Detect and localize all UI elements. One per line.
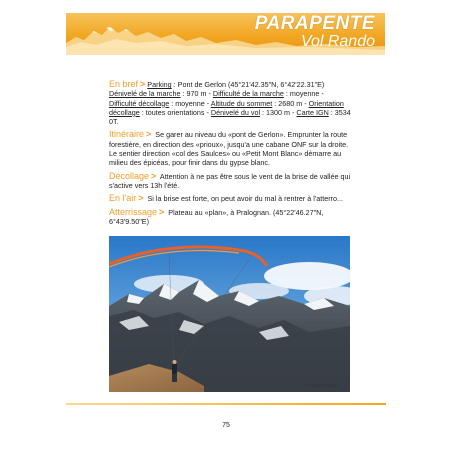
section-heading: Atterrissage xyxy=(109,206,158,217)
page-title xyxy=(255,14,375,50)
label-altitude: Altitude du sommet xyxy=(210,98,273,108)
page-number: 75 xyxy=(222,422,230,429)
section-text: Attention à ne pas être sous le vent de la brise de vallée qui s'active vers 13h l'été. xyxy=(109,171,351,190)
chevron-right-icon: > xyxy=(138,193,144,204)
value-parking: : Pont de Gerlon (45°21'42.35"N, 6°42'22.31"E) xyxy=(171,80,325,89)
label-orientation: Orientation décollage xyxy=(109,98,344,117)
section-text: Se garer au niveau du «pont de Gerlon». Emprunter la route forestière, en direction des «prioux», jusqu'a une cabane ONF sur la droite. Le sentier direction «col des Saulces» ou «Petit Mont Blanc» démarre au milieu des épicéas, pour finir dans du gypse blanc. xyxy=(109,130,349,168)
section-itineraire xyxy=(109,130,353,167)
value-difficulte-decollage: : moyenne - xyxy=(169,98,211,108)
label-parking: Parking xyxy=(147,80,172,89)
value-denivele: : 970 m - xyxy=(180,89,213,99)
footer-divider xyxy=(66,403,386,405)
section-en-lair xyxy=(109,194,353,203)
label-carte: Carte IGN xyxy=(296,107,329,117)
value-carte: : 3534 0T. xyxy=(109,107,351,127)
value-difficulte-marche: : moyenne - xyxy=(283,89,324,99)
section-heading: Décollage xyxy=(109,170,150,181)
paraglider-photo xyxy=(109,236,350,392)
chevron-right-icon: > xyxy=(140,79,146,89)
value-altitude: : 2680 m - xyxy=(272,98,309,108)
header-banner xyxy=(66,13,385,55)
label-difficulte-decollage: Difficulté décollage xyxy=(109,98,170,108)
section-heading: En l'air xyxy=(109,193,137,204)
section-atterrissage xyxy=(109,208,353,227)
mountain-photo-illustration xyxy=(109,236,350,392)
article-body xyxy=(109,80,353,230)
section-heading: En bref xyxy=(109,79,139,89)
photo-credit: © Antoine Roze xyxy=(304,384,338,389)
section-en-bref xyxy=(109,80,353,126)
label-difficulte-marche: Difficulté de la marche xyxy=(212,89,284,99)
title-sub: Vol Rando xyxy=(300,33,375,50)
chevron-right-icon: > xyxy=(151,170,157,181)
section-decollage xyxy=(109,172,353,191)
chevron-right-icon: > xyxy=(159,206,165,217)
label-denivele-vol: Dénivelé du vol xyxy=(210,107,261,117)
label-denivele: Dénivelé de la marche xyxy=(109,89,181,99)
title-main: PARAPENTE xyxy=(254,13,375,34)
section-text: Si la brise est forte, on peut avoir du mal à rentrer à l'atterro... xyxy=(145,194,344,204)
value-orientation: : toutes orientations - xyxy=(139,107,211,117)
section-heading: Itinéraire xyxy=(109,129,145,140)
chevron-right-icon: > xyxy=(146,129,152,140)
section-text: Plateau au «plan», à Pralognan. (45°22'46.27"N, 6°43'9.50"E) xyxy=(109,207,324,226)
value-denivele-vol: : 1300 m - xyxy=(260,107,297,117)
